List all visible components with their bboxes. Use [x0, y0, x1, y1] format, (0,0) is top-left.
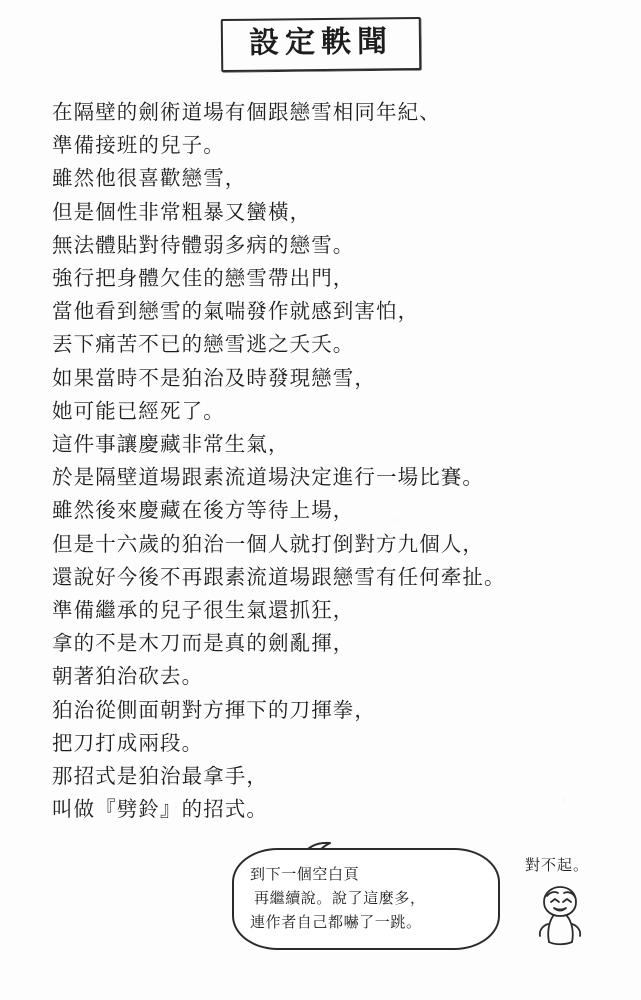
title-box [220, 17, 421, 72]
chibi-character-icon [531, 882, 587, 948]
body-line: 狛治從側面朝對方揮下的刀揮拳， [52, 697, 376, 722]
body-line: 強行把身體欠佳的戀雪帶出門， [52, 266, 355, 291]
page-title: 設定軼聞 [248, 24, 393, 61]
body-line: 朝著狛治砍去。 [52, 664, 204, 689]
aside-text: 對不起。 [524, 856, 589, 874]
body-line: 她可能已經死了。 [52, 398, 225, 423]
body-line: 叫做『劈鈴』的招式。 [52, 797, 268, 822]
title-container [0, 18, 641, 71]
body-line: 雖然後來慶藏在後方等待上場， [52, 498, 355, 523]
body-line: 還說好今後不再跟素流道場跟戀雪有任何牽扯。 [52, 564, 506, 589]
body-line: 這件事讓慶藏非常生氣， [52, 432, 290, 457]
body-line: 拿的不是木刀而是真的劍亂揮， [52, 631, 355, 656]
speech-bubble [232, 848, 500, 950]
body-line: 在隔壁的劍術道場有個跟戀雪相同年紀、 [52, 100, 441, 124]
body-line: 當他看到戀雪的氣喘發作就感到害怕， [52, 299, 420, 324]
body-line: 雖然他很喜歡戀雪， [52, 166, 247, 191]
footer-illustration-area [0, 834, 641, 994]
body-line: 丟下痛苦不已的戀雪逃之夭夭。 [52, 332, 355, 357]
speech-bubble-line: 連作者自己都嚇了一跳。 [250, 913, 422, 931]
body-line: 無法體貼對待體弱多病的戀雪。 [52, 232, 355, 257]
body-line: 於是隔壁道場跟素流道場決定進行一場比賽。 [52, 465, 484, 490]
body-line: 但是十六歲的狛治一個人就打倒對方九個人， [52, 531, 484, 556]
body-text [52, 96, 607, 826]
body-line: 把刀打成兩段。 [52, 730, 204, 755]
speech-bubble-line: 再繼續說。說了這麼多， [254, 889, 426, 907]
body-line: 但是個性非常粗暴又蠻橫， [52, 199, 312, 224]
body-line: 那招式是狛治最拿手， [52, 764, 268, 789]
speech-bubble-line: 到下一個空白頁 [250, 865, 360, 883]
body-line: 準備繼承的兒子很生氣還抓狂， [52, 598, 355, 623]
body-line: 如果當時不是狛治及時發現戀雪， [52, 365, 376, 390]
body-line: 準備接班的兒子。 [52, 133, 225, 158]
